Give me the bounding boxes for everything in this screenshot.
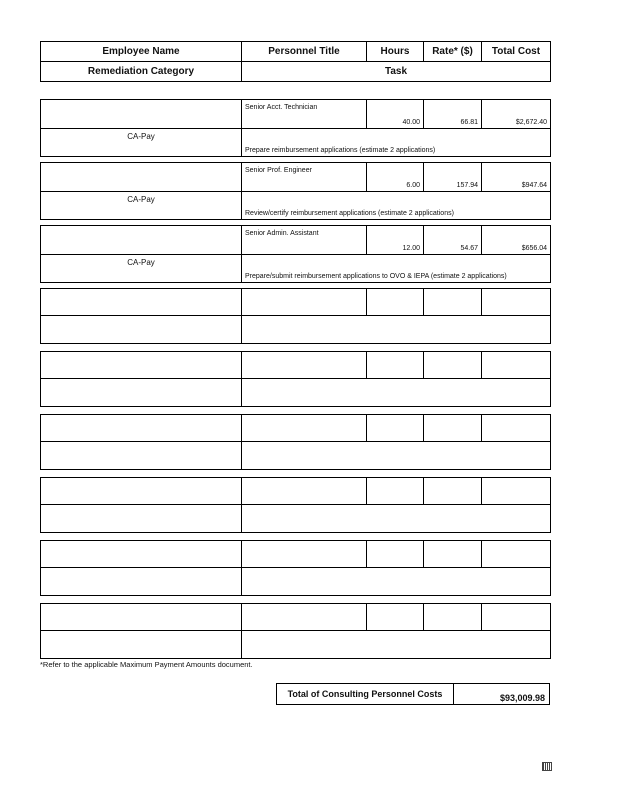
hours-cell <box>367 604 424 631</box>
header-personnel-title: Personnel Title <box>242 42 367 62</box>
category-cell <box>41 442 242 470</box>
personnel-title-cell <box>242 541 367 568</box>
total-cost-cell <box>482 604 551 631</box>
employee-name-cell <box>41 163 242 192</box>
category-cell <box>41 631 242 659</box>
entry-block <box>40 225 551 283</box>
total-cost-cell <box>482 352 551 379</box>
entry-row <box>41 163 551 192</box>
total-cost-cell <box>482 478 551 505</box>
entry-block <box>40 288 551 344</box>
task-row <box>41 631 551 659</box>
hours-cell <box>367 352 424 379</box>
hours-cell: 12.00 <box>367 226 424 255</box>
header-task: Task <box>242 62 551 82</box>
total-value: $93,009.98 <box>454 684 550 705</box>
entry-row <box>41 226 551 255</box>
employee-name-cell <box>41 289 242 316</box>
hours-cell: 6.00 <box>367 163 424 192</box>
task-cell <box>242 379 551 407</box>
task-cell <box>242 316 551 344</box>
total-cost-cell: $656.04 <box>482 226 551 255</box>
task-cell: Prepare reimbursement applications (estimate 2 applications) <box>242 129 551 157</box>
header-total-cost: Total Cost <box>482 42 551 62</box>
footnote: *Refer to the applicable Maximum Payment Amounts document. <box>40 660 253 669</box>
task-row <box>41 255 551 283</box>
rate-cell <box>424 289 482 316</box>
task-cell <box>242 568 551 596</box>
task-row <box>41 379 551 407</box>
header-row-1 <box>41 42 551 62</box>
personnel-title-cell <box>242 604 367 631</box>
personnel-title-cell <box>242 415 367 442</box>
total-cost-cell <box>482 415 551 442</box>
hours-cell <box>367 415 424 442</box>
entry-row <box>41 604 551 631</box>
entry-row <box>41 100 551 129</box>
rate-cell: 66.81 <box>424 100 482 129</box>
entry-row <box>41 478 551 505</box>
task-row <box>41 442 551 470</box>
task-row <box>41 192 551 220</box>
total-cost-cell <box>482 541 551 568</box>
entry-row <box>41 289 551 316</box>
entry-block <box>40 99 551 157</box>
rate-cell <box>424 415 482 442</box>
entry-row <box>41 541 551 568</box>
task-cell: Review/certify reimbursement applications (estimate 2 applications) <box>242 192 551 220</box>
rate-cell: 54.67 <box>424 226 482 255</box>
entry-row <box>41 352 551 379</box>
header-rate: Rate* ($) <box>424 42 482 62</box>
personnel-title-cell: Senior Prof. Engineer <box>242 163 367 192</box>
employee-name-cell <box>41 604 242 631</box>
task-row <box>41 316 551 344</box>
entry-block <box>40 414 551 470</box>
personnel-title-cell: Senior Acct. Technician <box>242 100 367 129</box>
employee-name-cell <box>41 226 242 255</box>
task-cell <box>242 631 551 659</box>
task-cell <box>242 505 551 533</box>
category-cell <box>41 316 242 344</box>
hours-cell <box>367 541 424 568</box>
hours-cell <box>367 478 424 505</box>
entry-block <box>40 603 551 659</box>
hours-cell <box>367 289 424 316</box>
category-cell: CA-Pay <box>41 129 242 157</box>
total-cost-cell: $2,672.40 <box>482 100 551 129</box>
header-employee-name: Employee Name <box>41 42 242 62</box>
header-table <box>40 41 551 82</box>
rate-cell <box>424 541 482 568</box>
rate-cell <box>424 478 482 505</box>
rate-cell: 157.94 <box>424 163 482 192</box>
header-hours: Hours <box>367 42 424 62</box>
task-cell: Prepare/submit reimbursement applications to OVO & IEPA (estimate 2 applications) <box>242 255 551 283</box>
entry-block <box>40 162 551 220</box>
total-box <box>276 683 550 705</box>
category-cell <box>41 568 242 596</box>
category-cell: CA-Pay <box>41 192 242 220</box>
employee-name-cell <box>41 352 242 379</box>
total-cost-cell <box>482 289 551 316</box>
personnel-title-cell <box>242 478 367 505</box>
employee-name-cell <box>41 100 242 129</box>
category-cell <box>41 379 242 407</box>
personnel-title-cell <box>242 289 367 316</box>
rate-cell <box>424 604 482 631</box>
total-cost-cell: $947.64 <box>482 163 551 192</box>
personnel-title-cell <box>242 352 367 379</box>
header-row-2 <box>41 62 551 82</box>
task-row <box>41 129 551 157</box>
total-label: Total of Consulting Personnel Costs <box>277 684 454 705</box>
category-cell <box>41 505 242 533</box>
page-marker-icon <box>542 762 552 771</box>
hours-cell: 40.00 <box>367 100 424 129</box>
header-remediation-category: Remediation Category <box>41 62 242 82</box>
category-cell: CA-Pay <box>41 255 242 283</box>
entry-block <box>40 351 551 407</box>
employee-name-cell <box>41 478 242 505</box>
entry-row <box>41 415 551 442</box>
rate-cell <box>424 352 482 379</box>
entry-block <box>40 540 551 596</box>
employee-name-cell <box>41 541 242 568</box>
task-row <box>41 568 551 596</box>
task-cell <box>242 442 551 470</box>
entry-block <box>40 477 551 533</box>
personnel-title-cell: Senior Admin. Assistant <box>242 226 367 255</box>
employee-name-cell <box>41 415 242 442</box>
task-row <box>41 505 551 533</box>
